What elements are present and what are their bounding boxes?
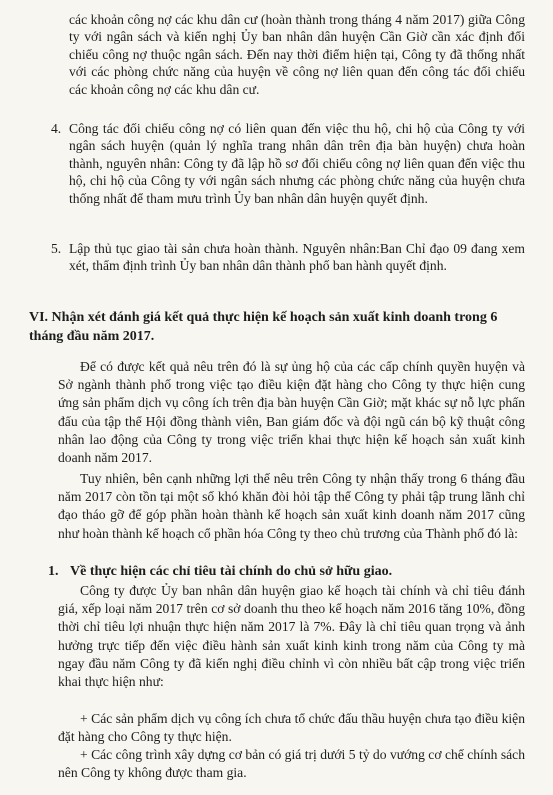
subsection-heading	[48, 563, 525, 581]
list-item-text: Lập thủ tục giao tài sản chưa hoàn thành. Nguyên nhân:Ban Chỉ đạo 09 đang xem xét, thẩm định trình Ủy ban nhân dân thành phố ban hành quyết định.	[69, 241, 525, 274]
list-item-number: 5.	[51, 241, 62, 256]
list-item-number: 4.	[51, 121, 62, 136]
paragraph-difficulties: Tuy nhiên, bên cạnh những lợi thế nêu trên Công ty nhận thấy trong 6 tháng đầu năm 2017 còn tồn tại một số khó khăn đòi hỏi tập thể Công ty phải tập trung lãnh chỉ đạo tháo gỡ để góp phần hoàn thành kế hoạch sản xuất kinh doanh năm 2017 cũng như hoàn thành kế hoạch cổ phần hóa Công ty theo chủ trương của Thành phố đó là:	[58, 471, 525, 541]
section-heading: VI. Nhận xét đánh giá kết quả thực hiện kế hoạch sản xuất kinh doanh trong 6 tháng đầu năm 2017.	[29, 310, 498, 344]
list-item-4	[51, 120, 525, 207]
list-item-5	[51, 240, 525, 275]
paragraph-achievements: Để có được kết quả nêu trên đó là sự ủng hộ của các cấp chính quyền huyện và Sở ngành thành phố trong việc tạo điều kiện đặt hàng cho Công ty thực hiện cung ứng sản phẩm dịch vụ công ích trên địa bàn huyện Cần Giờ; mặt khác sự nỗ lực phấn đấu của tập thể Hội đồng thành viên, Ban giám đốc và đội ngũ cán bộ kỹ thuật công nhân lao động của Công ty trong việc triển khai thực hiện kế hoạch sản xuất kinh doanh năm 2017.	[58, 359, 525, 466]
bullet-item: + Các công trình xây dựng cơ bản có giá trị dưới 5 tỷ do vướng cơ chế chính sách nên Công ty không được tham gia.	[58, 747, 525, 781]
intro-paragraph: các khoản công nợ các khu dân cư (hoàn thành trong tháng 4 năm 2017) giữa Công ty với ngân sách và kiến nghị Ủy ban nhân dân huyện Cần Giờ cần xác định đối chiếu công nợ thuộc ngân sách. Đến nay thời điểm hiện tại, Công ty đã thống nhất với các phòng chức năng của huyện về công nợ liên quan đến công tác đối chiếu các khoản công nợ các khu dân cư.	[69, 12, 525, 97]
bullet-item: + Các sản phẩm dịch vụ công ích chưa tổ chức đấu thầu huyện chưa tạo điều kiện đặt hàng cho Công ty thực hiện.	[58, 711, 525, 745]
subsection-number: 1.	[48, 564, 59, 579]
subsection-title: Về thực hiện các chỉ tiêu tài chính do chủ sở hữu giao.	[70, 564, 393, 579]
list-item-text: Công tác đối chiếu công nợ có liên quan đến việc thu hộ, chi hộ của Công ty với ngân sách huyện (quản lý nghĩa trang nhân dân trên địa bàn huyện) chưa hoàn thành, nguyên nhân: Công ty đã lập hồ sơ đối chiếu công nợ liên quan đến việc thu hộ, chi hộ của Công ty với ngân sách nhưng các phòng chức năng của huyện chưa thống nhất để tham mưu trình Ủy ban nhân dân huyện quyết định.	[69, 121, 525, 206]
subsection-paragraph: Công ty được Ủy ban nhân dân huyện giao kế hoạch tài chính và chỉ tiêu đánh giá, xếp loại năm 2017 trên cơ sở doanh thu theo kế hoạch năm 2016 tăng 10%, đồng thời chỉ tiêu lợi nhuận thực hiện năm 2017 là 7%. Đây là chỉ tiêu quan trọng và ảnh hưởng trực tiếp đến việc điều hành sản xuất kinh kinh trong năm của Công ty mà ngay đầu năm Công ty đã kiến nghị điều chỉnh vì còn nhiều bất cập trong việc triển khai thực hiện như:	[58, 583, 525, 690]
